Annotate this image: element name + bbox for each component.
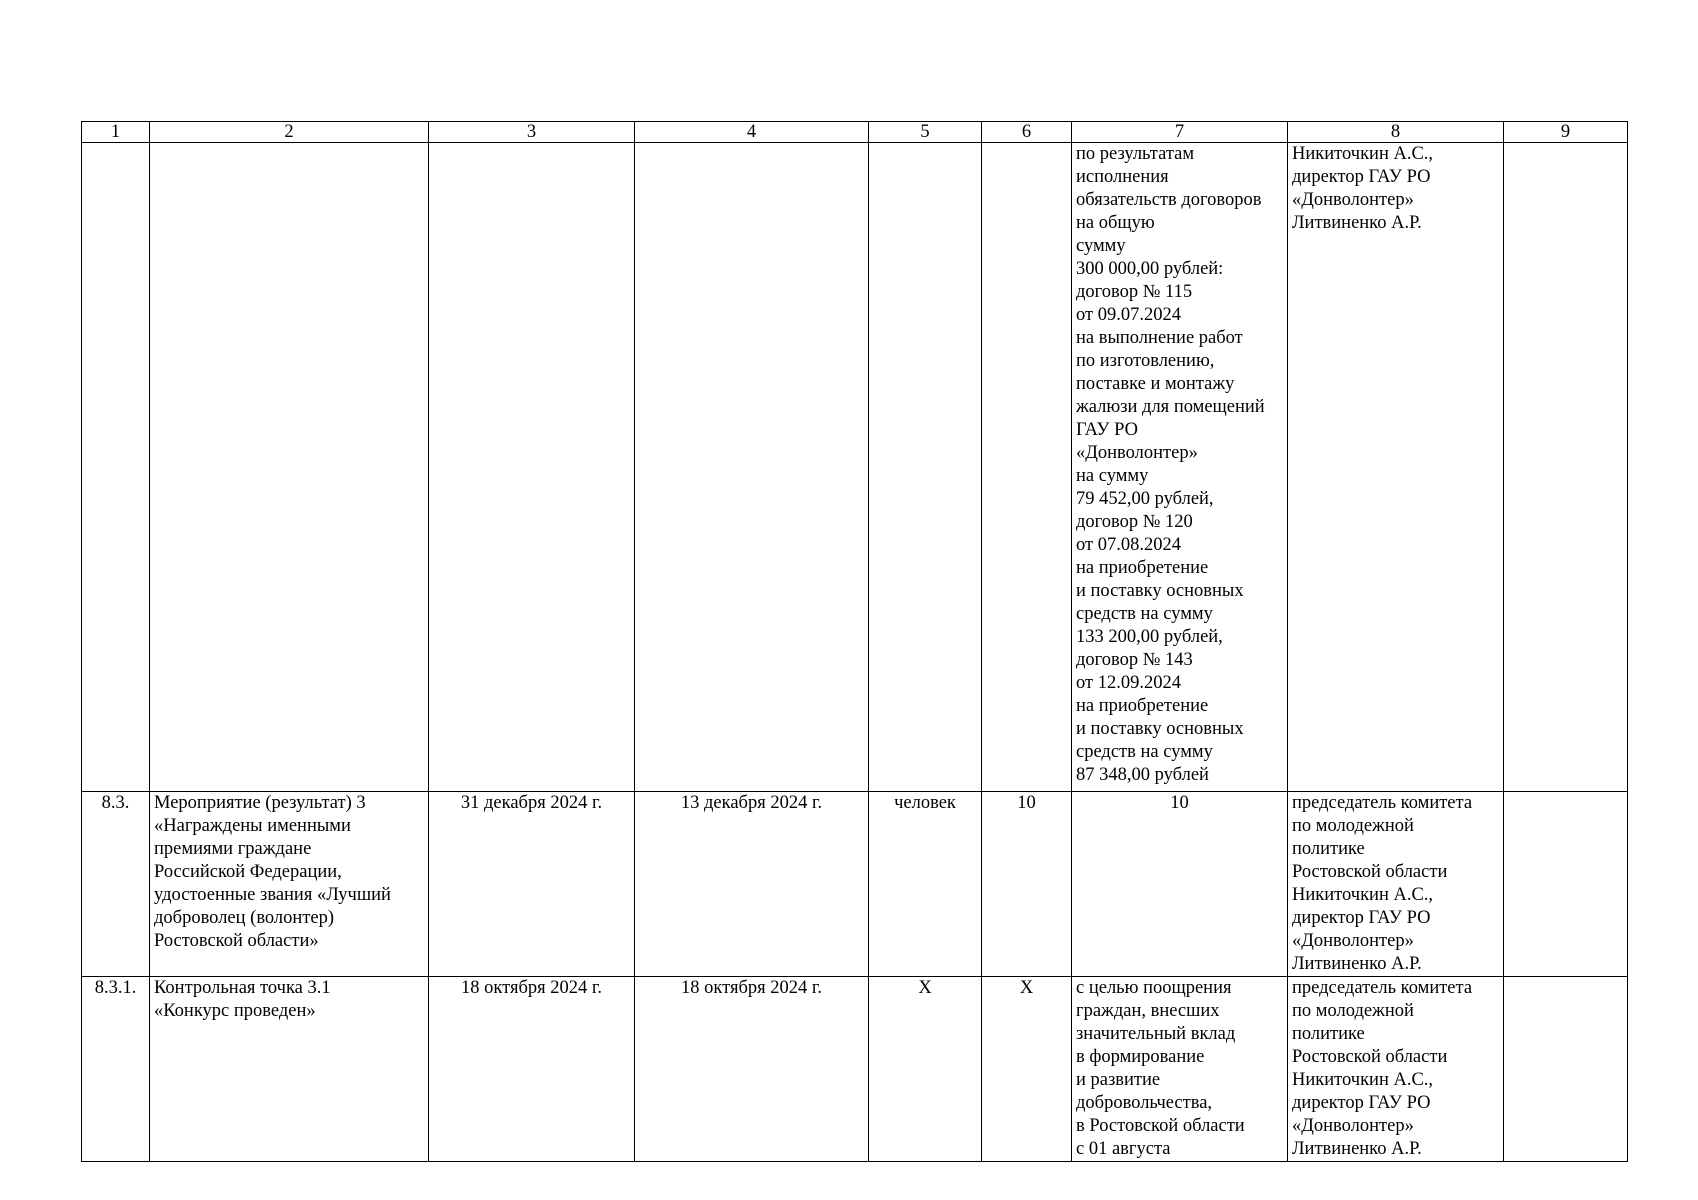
planned-date-cell: 31 декабря 2024 г. (429, 792, 635, 977)
planned-value-cell (982, 143, 1072, 792)
name-cell: Контрольная точка 3.1 «Конкурс проведен» (150, 977, 429, 1162)
header-cell: 4 (635, 122, 869, 143)
header-cell: 5 (869, 122, 982, 143)
planned-value-cell: 10 (982, 792, 1072, 977)
header-cell: 9 (1504, 122, 1628, 143)
name-cell: Мероприятие (результат) 3 «Награждены именными премиями граждане Российской Федерации, удостоенные звания «Лучший доброволец (волонтер) Ростовской области» (150, 792, 429, 977)
responsible-cell: председатель комитета по молодежной политике Ростовской области Никиточкин А.С., директор ГАУ РО «Донволонтер» Литвиненко А.Р. (1288, 792, 1504, 977)
planned-value-cell: Х (982, 977, 1072, 1162)
actual-date-cell: 13 декабря 2024 г. (635, 792, 869, 977)
header-cell: 2 (150, 122, 429, 143)
header-cell: 8 (1288, 122, 1504, 143)
report-table (81, 121, 1628, 1162)
table-header-row (82, 122, 1628, 143)
result-cell: 10 (1072, 792, 1288, 977)
unit-cell (869, 143, 982, 792)
notes-cell (1504, 143, 1628, 792)
table-row (82, 977, 1628, 1162)
planned-date-cell: 18 октября 2024 г. (429, 977, 635, 1162)
result-cell: с целью поощрения граждан, внесших значительный вклад в формирование и развитие добровольчества, в Ростовской области с 01 августа (1072, 977, 1288, 1162)
unit-cell: человек (869, 792, 982, 977)
header-cell: 6 (982, 122, 1072, 143)
actual-date-cell: 18 октября 2024 г. (635, 977, 869, 1162)
notes-cell (1504, 792, 1628, 977)
notes-cell (1504, 977, 1628, 1162)
actual-date-cell (635, 143, 869, 792)
row-number-cell: 8.3. (82, 792, 150, 977)
table-row (82, 143, 1628, 792)
name-cell (150, 143, 429, 792)
header-cell: 7 (1072, 122, 1288, 143)
header-cell: 1 (82, 122, 150, 143)
row-number-cell (82, 143, 150, 792)
responsible-cell: председатель комитета по молодежной политике Ростовской области Никиточкин А.С., директор ГАУ РО «Донволонтер» Литвиненко А.Р. (1288, 977, 1504, 1162)
responsible-cell: Никиточкин А.С., директор ГАУ РО «Донволонтер» Литвиненко А.Р. (1288, 143, 1504, 792)
row-number-cell: 8.3.1. (82, 977, 150, 1162)
header-cell: 3 (429, 122, 635, 143)
result-cell: по результатам исполнения обязательств договоров на общую сумму 300 000,00 рублей: договор № 115 от 09.07.2024 на выполнение работ по изготовлению, поставке и монтажу жалюзи для помещений ГАУ РО «Донволонтер» на сумму 79 452,00 рублей, договор № 120 от 07.08.2024 на приобретение и поставку основных средств на сумму 133 200,00 рублей, договор № 143 от 12.09.2024 на приобретение и поставку основных средств на сумму 87 348,00 рублей (1072, 143, 1288, 792)
unit-cell: Х (869, 977, 982, 1162)
planned-date-cell (429, 143, 635, 792)
table-row (82, 792, 1628, 977)
